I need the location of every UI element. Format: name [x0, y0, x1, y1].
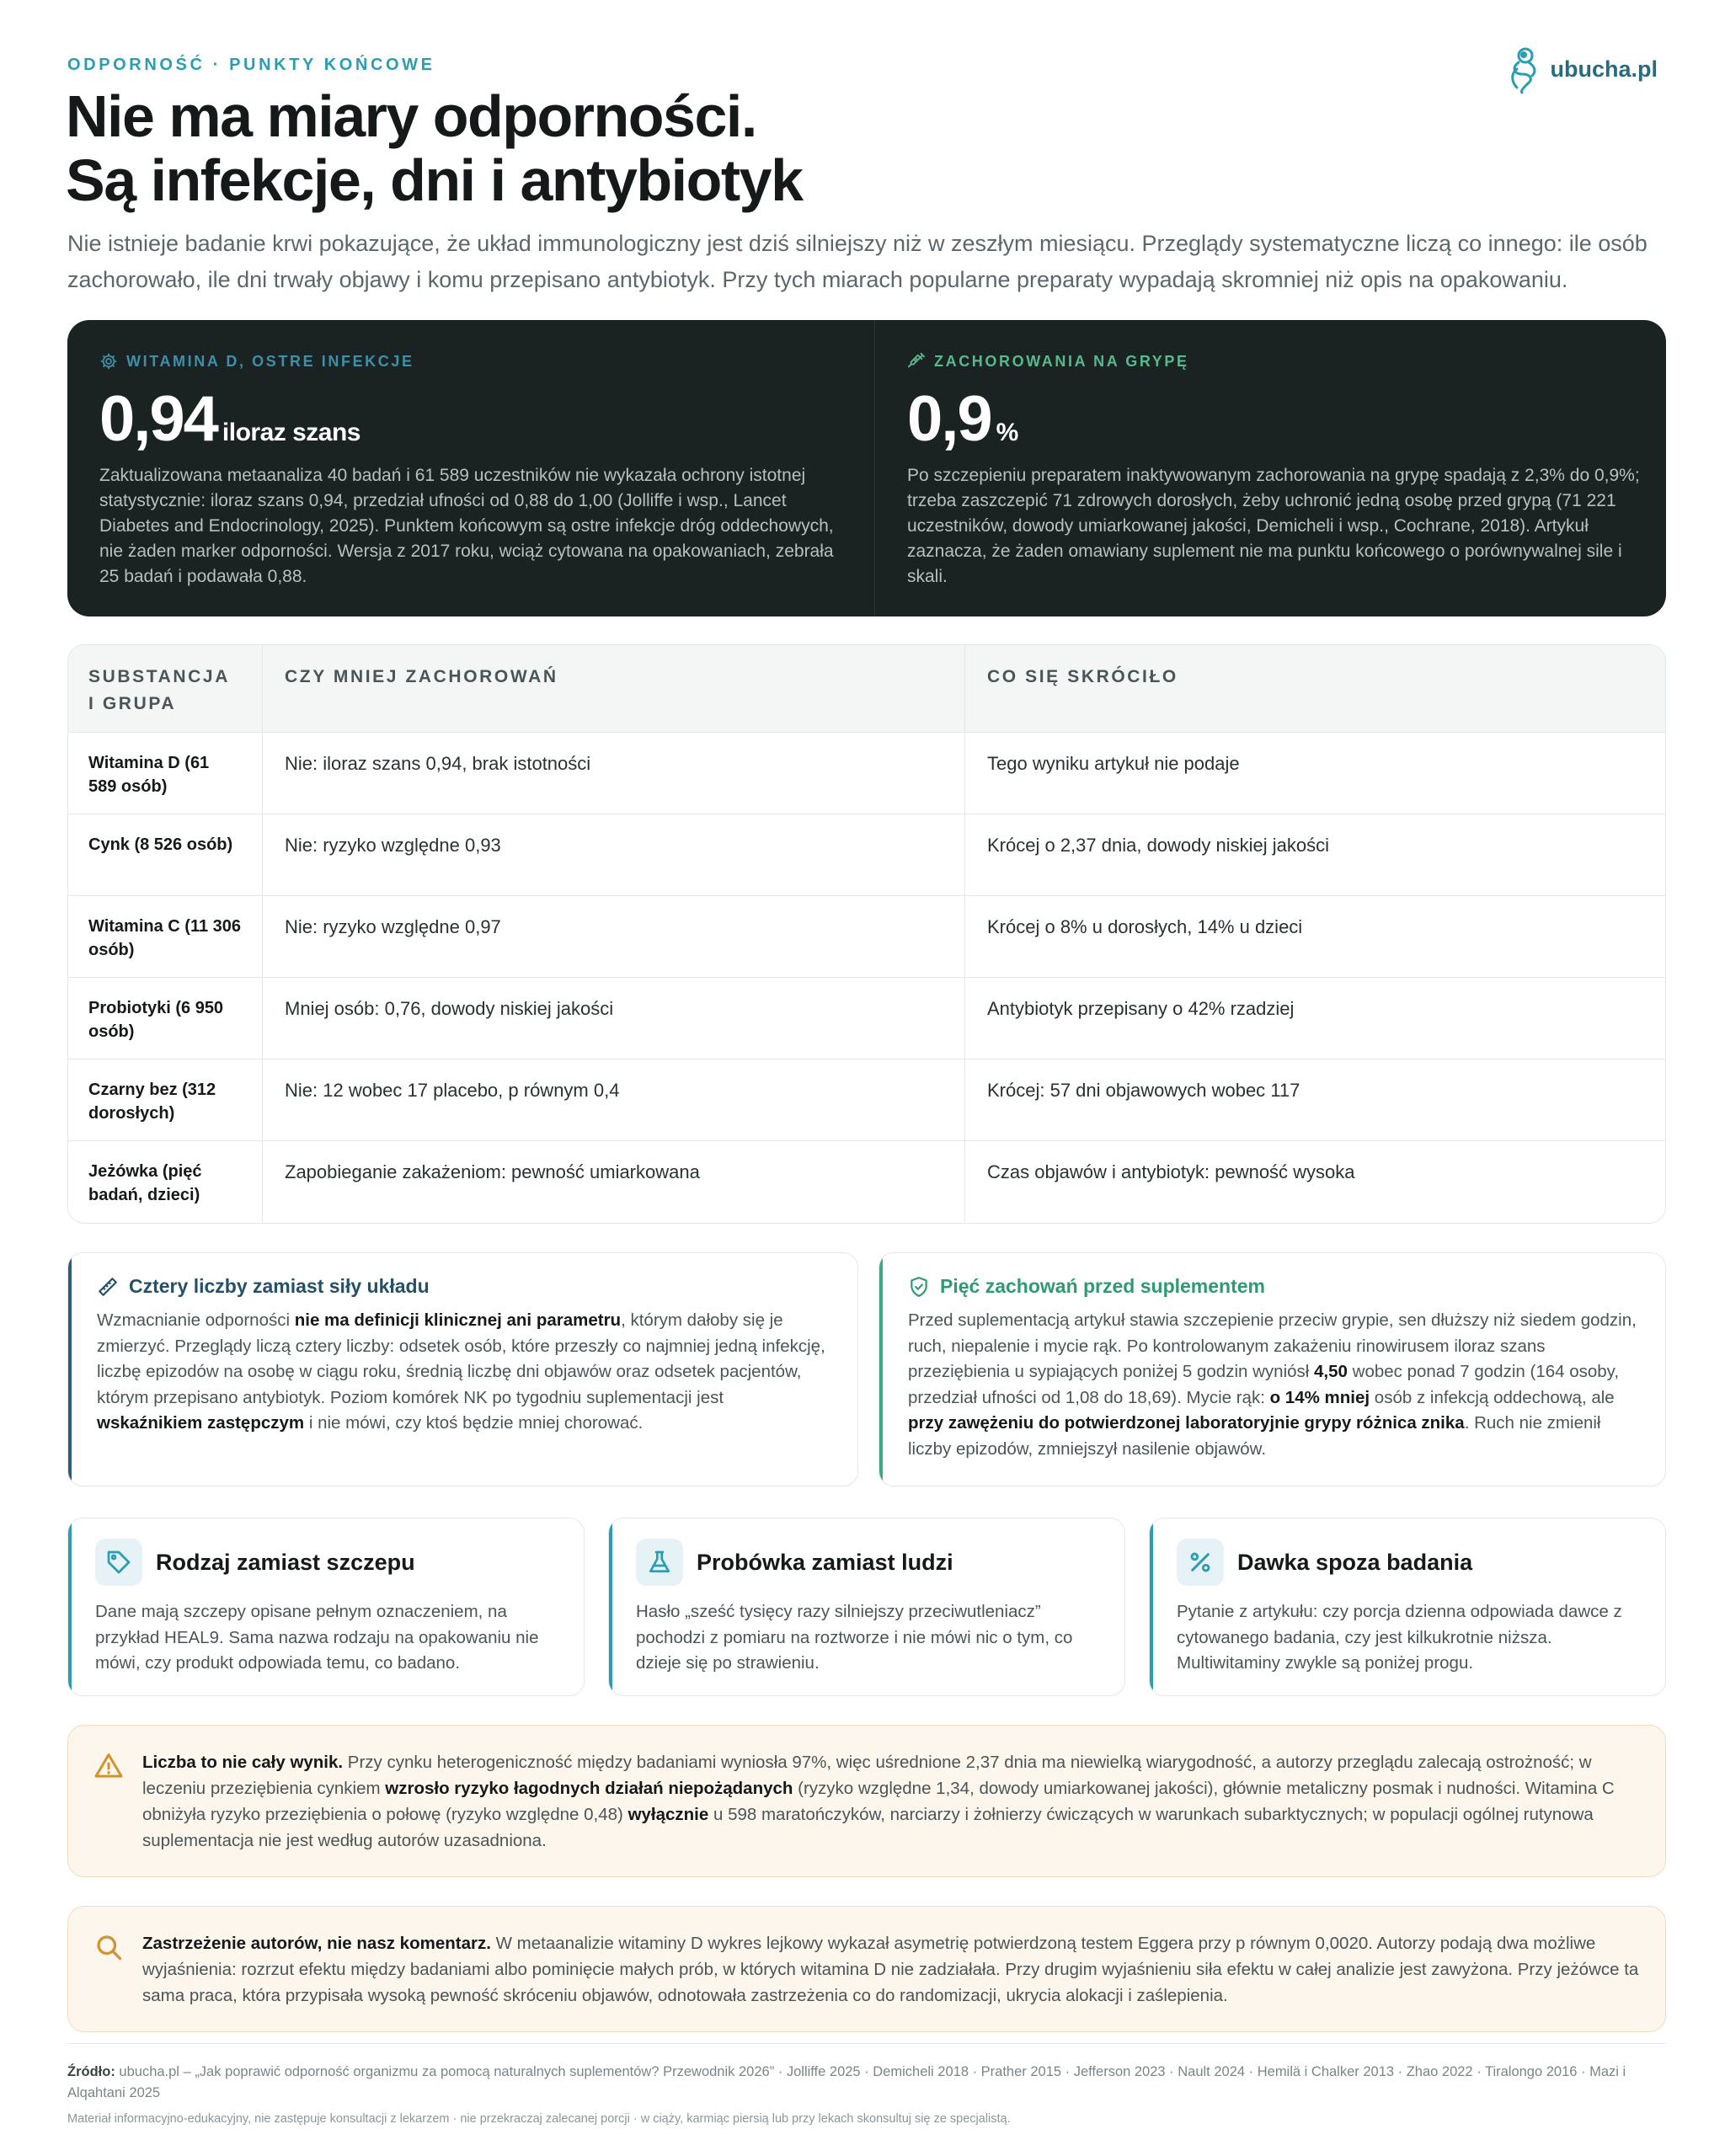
column-header: CO SIĘ SKRÓCIŁO: [987, 667, 1178, 686]
title-line-1: Nie ma miary odporności.: [66, 83, 756, 149]
site-logo[interactable]: [1505, 44, 1658, 94]
cell-fewer: Nie: ryzyko względne 0,97: [263, 896, 965, 977]
cell-substance: Witamina C (11 306 osób): [68, 896, 263, 977]
cell-fewer: Nie: ryzyko względne 0,93: [263, 814, 965, 895]
cell-shorter: Tego wyniku artykuł nie podaje: [987, 753, 1240, 774]
cell-substance: Czarny bez (312 dorosłych): [68, 1059, 263, 1140]
stat-unit: iloraz szans: [222, 419, 360, 446]
stat-description: Po szczepieniu preparatem inaktywowanym zachorowania na grypę spadają z 2,3% do 0,9%; trzeba zaszczepić 71 zdrowych dorosłych, żeby uchronić jedną osobę przed grypą (71 221 uczestników, dowody umiarkowanej jakości, Demicheli i wsp., Cochrane, 2018). Artykuł zaznacza, że żaden omawiany suplement nie ma punktu końcowego o porównywalnej sile i skali.: [907, 466, 1640, 586]
stat-flu: [874, 320, 1682, 616]
percent-icon: [1187, 1549, 1214, 1576]
stat-value: 0,94: [99, 383, 217, 455]
lede: Nie istnieje badanie krwi pokazujące, że układ immunologiczny jest dziś silniejszy niż w zeszłym miesiącu. Przeglądy systematyczne liczą co innego: ile osób zachorowało, ile dni trwały objawy i komu przepisano antybiotyk. Przy tych miarach popularne preparaty wypadają skromniej niż opis na opakowaniu.: [67, 231, 1648, 292]
gear-icon: [99, 352, 118, 371]
cell-substance: Jeżówka (pięć badań, dzieci): [68, 1141, 263, 1222]
note-text: Liczba to nie cały wynik. Przy cynku heterogeniczność między badaniami wyniosła 97%, więc uśrednione 2,37 dnia ma niewielką wiarygodność, a autorzy przeglądu zalecają ostrożność; w leczeniu przeziębienia cynkiem wzrosło ryzyko łagodnych działań niepożądanych (ryzyko względne 1,34, dowody umiarkowanej jakości), głównie metaliczny posmak i nudności. Witamina C obniżyła ryzyko przeziębienia o połowę (ryzyko względne 0,48) wyłącznie u 598 maratończyków, narciarzy i żołnierzy ćwiczących w warunkach subarktycznych; w populacji ogólnej rutynowa suplementacja nie jest według autorów uzasadniona.: [142, 1753, 1615, 1850]
card-four-numbers: [67, 1252, 858, 1486]
table-row: [68, 732, 1665, 814]
ubucha-logo-icon: [1505, 44, 1542, 94]
table-row: [68, 1059, 1665, 1140]
card-dose: [1149, 1518, 1666, 1696]
caveat-note: [67, 1906, 1666, 2032]
cell-substance: Cynk (8 526 osób): [68, 814, 263, 895]
cell-shorter: Krócej o 2,37 dnia, dowody niskiej jakości: [987, 835, 1330, 856]
table-header: [68, 645, 1665, 732]
eyebrow: ODPORNOŚĆ · PUNKTY KOŃCOWE: [67, 56, 435, 74]
table-row: [68, 977, 1665, 1059]
warning-note: [67, 1725, 1666, 1877]
table-row: [68, 814, 1665, 895]
logo-text: ubucha.pl: [1550, 56, 1658, 82]
stat-vitamin-d: [67, 320, 874, 616]
mini-card-title: Rodzaj zamiast szczepu: [156, 1549, 415, 1575]
stat-description: Zaktualizowana metaanaliza 40 badań i 61 589 uczestników nie wykazała ochrony istotnej statystycznie: iloraz szans 0,94, przedział ufności od 0,88 do 1,00 (Jolliffe i wsp., Lancet Diabetes and Endocrinology, 2025). Punktem końcowym są ostre infekcje dróg oddechowych, nie żaden marker odporności. Wersja z 2017 roku, wciąż cytowana na opakowaniach, zebrała 25 badań i podawała 0,88.: [99, 466, 834, 586]
cell-substance: Probiotyki (6 950 osób): [68, 978, 263, 1059]
mini-card-text: Dane mają szczepy opisane pełnym oznaczeniem, na przykład HEAL9. Sama nazwa rodzaju na opakowaniu nie mówi, czy produkt odpowiada temu, co badano.: [95, 1602, 539, 1673]
warning-icon: [93, 1751, 124, 1781]
card-text: Wzmacnianie odporności nie ma definicji klinicznej ani parametru, którym dałoby się je zmierzyć. Przeglądy liczą cztery liczby: odsetek osób, które przeszły co najmniej jedną infekcję, liczbę epizodów na osobę w ciągu roku, średnią liczbę dni objawów oraz odsetek pacjentów, którym przepisano antybiotyk. Poziom komórek NK po tygodniu suplementacji jest wskaźnikiem zastępczym i nie mówi, czy ktoś będzie mniej chorować.: [97, 1310, 825, 1433]
column-header: SUBSTANCJA I GRUPA: [68, 645, 263, 732]
stats-panel: [67, 320, 1666, 616]
note-text: Zastrzeżenie autorów, nie nasz komentarz. W metaanalizie witaminy D wykres lejkowy wykazał asymetrię potwierdzoną testem Eggera przy p równym 0,0020. Autorzy podają dwa możliwe wyjaśnienia: rozrzut efektu między badaniami albo pominięcie małych prób, w których witamina D nie zadziałała. Przy drugim wyjaśnieniu siła efektu w całej analizie jest zawyżona. Przy jeżówce ta sama praca, która przypisała wysoką pewność skróceniu objawów, odnotowała zastrzeżenia co do randomizacji, ukrycia alokacji i zaślepienia.: [142, 1934, 1639, 2005]
shield-check-icon: [908, 1276, 930, 1298]
card-title: Cztery liczby zamiast siły układu: [129, 1275, 430, 1297]
cell-fewer: Mniej osób: 0,76, dowody niskiej jakości: [263, 978, 965, 1059]
mini-card-title: Probówka zamiast ludzi: [697, 1549, 953, 1575]
page-title: [66, 84, 1245, 212]
card-title: Pięć zachowań przed suplementem: [940, 1275, 1266, 1297]
supplements-table: [67, 644, 1666, 1224]
table-row: [68, 895, 1665, 977]
mini-card-text: Pytanie z artykułu: czy porcja dzienna odpowiada dawce z cytowanego badania, czy jest kilkukrotnie niższa. Multiwitaminy zwykle są poniżej progu.: [1177, 1602, 1622, 1673]
footer-divider: [67, 2043, 1666, 2044]
flask-icon: [646, 1549, 673, 1576]
column-header: CZY MNIEJ ZACHOROWAŃ: [263, 645, 965, 732]
cell-substance: Witamina D (61 589 osób): [68, 733, 263, 814]
stat-unit: %: [996, 419, 1018, 446]
card-test-tube: [608, 1518, 1125, 1696]
ruler-icon: [97, 1276, 119, 1298]
title-line-2: Są infekcje, dni i antybiotyk: [66, 147, 803, 213]
card-five-behaviours: [879, 1252, 1666, 1486]
stat-label: ZACHOROWANIA NA GRYPĘ: [934, 352, 1189, 370]
tag-icon: [105, 1549, 132, 1576]
disclaimer: Materiał informacyjno-edukacyjny, nie zastępuje konsultacji z lekarzem · nie przekraczaj zalecanej porcji · w ciąży, karmiąc piersią lub przy lekach skonsultuj się ze specjalistą.: [67, 2112, 1011, 2126]
source-line: Źródło: ubucha.pl – „Jak poprawić odporność organizmu za pomocą naturalnych suplementów? Przewodnik 2026” · Jolliffe 2025 · Demicheli 2018 · Prather 2015 · Jefferson 2023 · Nault 2024 · Hemilä i Chalker 2013 · Zhao 2022 · Tiralongo 2016 · Mazi i Alqahtani 2025: [67, 2064, 1626, 2100]
cell-shorter: Antybiotyk przepisany o 42% rzadziej: [987, 998, 1295, 1019]
cell-shorter: Krócej: 57 dni objawowych wobec 117: [987, 1080, 1300, 1101]
mini-card-title: Dawka spoza badania: [1237, 1549, 1473, 1575]
cell-fewer: Zapobieganie zakażeniom: pewność umiarkowana: [263, 1141, 965, 1222]
stat-label: WITAMINA D, OSTRE INFEKCJE: [126, 352, 414, 370]
cell-shorter: Krócej o 8% u dorosłych, 14% u dzieci: [987, 916, 1303, 937]
card-genus-vs-strain: [67, 1518, 585, 1696]
mini-card-text: Hasło „sześć tysięcy razy silniejszy przeciwutleniacz” pochodzi z pomiaru na roztworze i nie mówi nic o tym, co dzieje się po strawieniu.: [636, 1602, 1073, 1673]
cell-fewer: Nie: 12 wobec 17 placebo, p równym 0,4: [263, 1059, 965, 1140]
card-text: Przed suplementacją artykuł stawia szczepienie przeciw grypie, sen dłuższy niż siedem godzin, ruch, niepalenie i mycie rąk. Po kontrolowanym zakażeniu rinowirusem iloraz szans przeziębienia u sypiających poniżej 5 godzin wyniósł 4,50 wobec ponad 7 godzin (164 osoby, przedział ufności od 1,08 do 18,69). Mycie rąk: o 14% mniej osób z infekcją oddechową, ale przy zawężeniu do potwierdzonej laboratoryjnie grypy różnica znika. Ruch nie zmienił liczby epizodów, zmniejszył nasilenie objawów.: [908, 1310, 1637, 1459]
cell-fewer: Nie: iloraz szans 0,94, brak istotności: [263, 733, 965, 814]
table-row: [68, 1140, 1665, 1222]
stat-value: 0,9: [907, 383, 991, 455]
syringe-icon: [907, 352, 926, 371]
cell-shorter: Czas objawów i antybiotyk: pewność wysoka: [987, 1161, 1355, 1182]
search-icon: [93, 1932, 124, 1962]
